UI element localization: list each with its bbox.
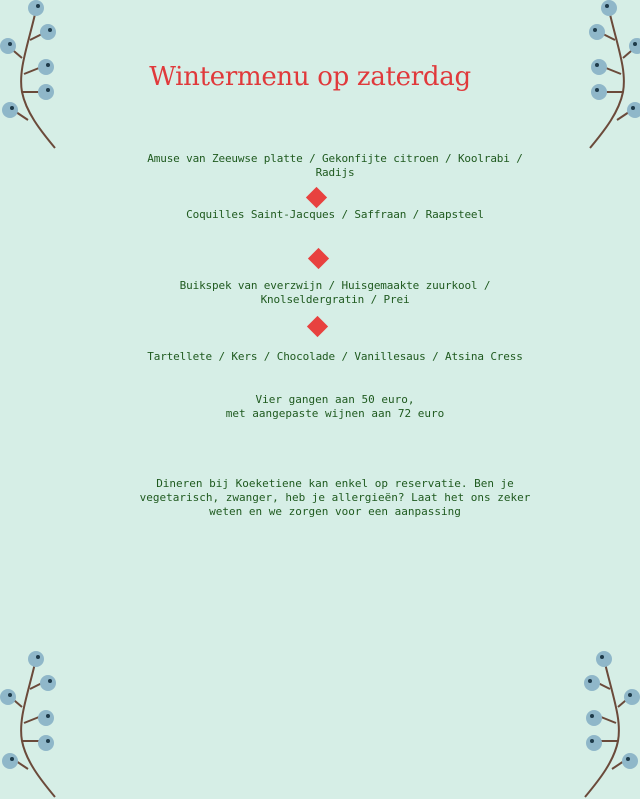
note-line: weten en we zorgen voor een aanpassing [209, 505, 461, 518]
berry-branch-bottom-left-icon [0, 649, 70, 799]
course-coquilles [120, 208, 550, 222]
berry-branch-bottom-right-icon [570, 649, 640, 799]
course-line: Knolseldergratin / Prei [260, 293, 410, 306]
course-buikspek [120, 279, 550, 307]
red-diamond-icon [306, 187, 327, 208]
course-line: Coquilles Saint-Jacques / Saffraan / Raapsteel [186, 208, 484, 221]
menu-title: Wintermenu op zaterdag [149, 62, 471, 92]
red-diamond-icon [307, 316, 328, 337]
note-line: Dineren bij Koeketiene kan enkel op reservatie. Ben je [156, 477, 514, 490]
course-line: Buikspek van everzwijn / Huisgemaakte zuurkool / [179, 279, 491, 292]
note-line: vegetarisch, zwanger, heb je allergieën? Laat het ons zeker [139, 491, 531, 504]
reservation-note [135, 477, 535, 519]
course-tartellete [120, 350, 550, 364]
course-line: Amuse van Zeeuwse platte / Gekonfijte citroen / Koolrabi / [147, 152, 523, 165]
price-line: met aangepaste wijnen aan 72 euro [225, 407, 445, 420]
course-line: Tartellete / Kers / Chocolade / Vanillesaus / Atsina Cress [147, 350, 523, 363]
price-line: Vier gangen aan 50 euro, [255, 393, 415, 406]
price-info [120, 393, 550, 421]
course-amuse [120, 152, 550, 180]
red-diamond-icon [308, 248, 329, 269]
course-line: Radijs [315, 166, 355, 179]
